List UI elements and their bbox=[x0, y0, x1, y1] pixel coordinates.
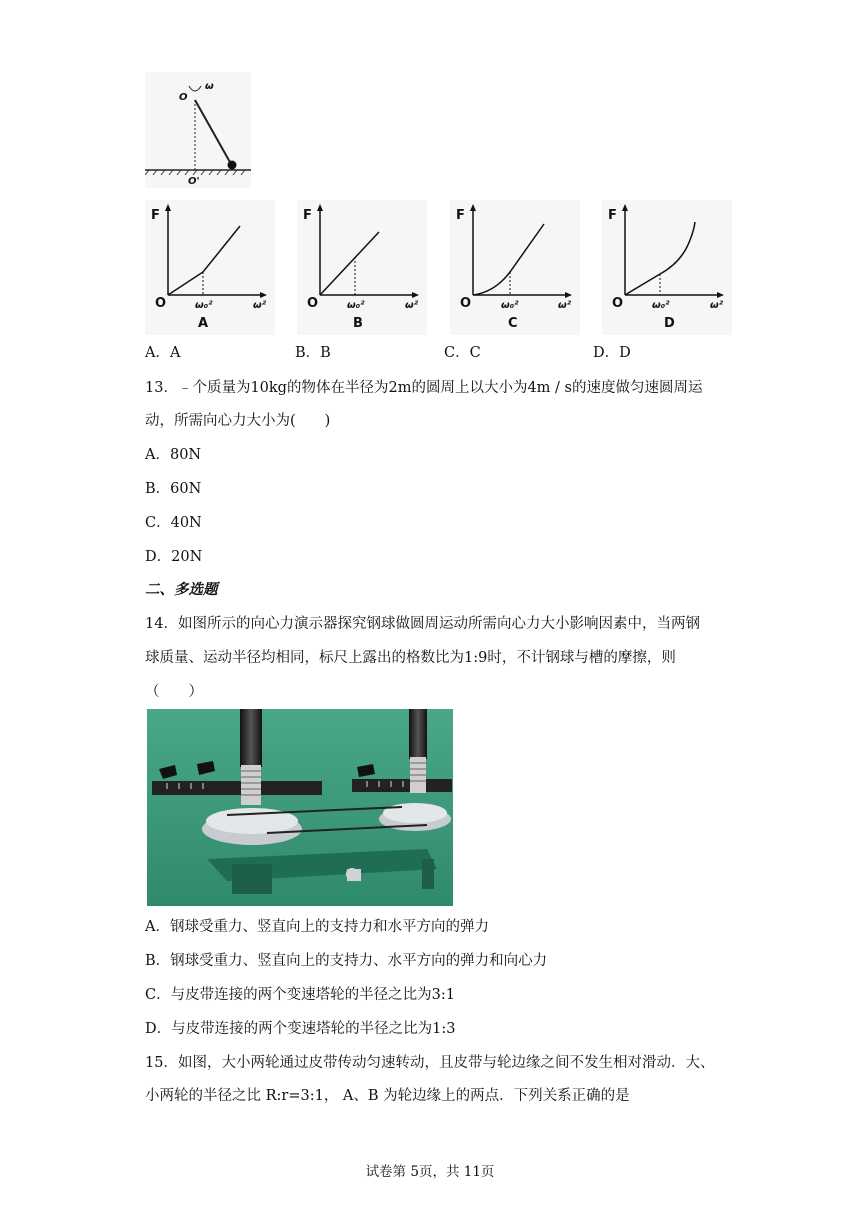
omega-label: ω bbox=[205, 81, 214, 92]
o-prime-label: O' bbox=[188, 176, 200, 187]
pivot-o-label: O bbox=[179, 92, 188, 103]
section-heading-multiple-choice: 二、多选题 bbox=[145, 581, 218, 598]
graph-d-x-label: ω² bbox=[710, 300, 724, 311]
graph-b-axes bbox=[297, 200, 427, 335]
graph-b-y-label: F bbox=[303, 208, 312, 223]
q12-option-b[interactable]: B．B bbox=[295, 345, 331, 361]
graph-a-letter: A bbox=[198, 316, 209, 331]
graph-d-y-label: F bbox=[608, 208, 617, 223]
graph-d-mark: ω₀² bbox=[652, 300, 670, 311]
graph-b bbox=[297, 200, 427, 335]
q14-option-a[interactable]: A．钢球受重力、竖直向上的支持力和水平方向的弹力 bbox=[145, 919, 489, 935]
graph-d-axes bbox=[602, 200, 732, 335]
page-footer: 试卷第 5页，共 11页 bbox=[365, 1164, 495, 1180]
q14-option-d[interactable]: D．与皮带连接的两个变速塔轮的半径之比为1:3 bbox=[145, 1021, 456, 1037]
graph-c-letter: C bbox=[508, 316, 518, 331]
graph-c-origin: O bbox=[460, 296, 472, 311]
graph-c-mark: ω₀² bbox=[501, 300, 519, 311]
graph-d-origin: O bbox=[612, 296, 624, 311]
graph-a bbox=[145, 200, 275, 335]
graph-b-origin: O bbox=[307, 296, 319, 311]
q13-option-b[interactable]: B．60N bbox=[145, 481, 202, 497]
q14-text-line2: 球质量、运动半径均相同，标尺上露出的格数比为1:9时，不计钢球与槽的摩擦，则 bbox=[145, 650, 676, 666]
q12-option-c[interactable]: C．C bbox=[444, 345, 481, 361]
q14-option-b[interactable]: B．钢球受重力、竖直向上的支持力、水平方向的弹力和向心力 bbox=[145, 953, 548, 969]
q13-option-d[interactable]: D．20N bbox=[145, 549, 203, 565]
graph-c-x-label: ω² bbox=[558, 300, 572, 311]
q12-option-d[interactable]: D．D bbox=[593, 345, 631, 361]
graph-a-origin: O bbox=[155, 296, 167, 311]
apparatus-illustration bbox=[147, 709, 453, 906]
q15-text-line2: 小两轮的半径之比 R:r=3:1， A、B 为轮边缘上的两点．下列关系正确的是 bbox=[145, 1088, 630, 1104]
q14-text-line1: 14．如图所示的向心力演示器探究钢球做圆周运动所需向心力大小影响因素中，当两钢 bbox=[145, 616, 700, 632]
q13-option-a[interactable]: A．80N bbox=[145, 447, 202, 463]
graph-b-mark: ω₀² bbox=[347, 300, 365, 311]
graph-a-x-label: ω² bbox=[253, 300, 267, 311]
q13-text-line1: 13．﹣个质量为10kg的物体在半径为2m的圆周上以大小为4m / s的速度做匀速圆周运 bbox=[145, 380, 703, 396]
centripetal-apparatus-photo bbox=[147, 709, 453, 906]
graph-a-mark: ω₀² bbox=[195, 300, 213, 311]
graph-b-letter: B bbox=[353, 316, 363, 331]
graph-c-axes bbox=[450, 200, 580, 335]
graph-d bbox=[602, 200, 732, 335]
pendulum-diagram bbox=[145, 72, 251, 188]
graph-c bbox=[450, 200, 580, 335]
q15-text-line1: 15．如图，大小两轮通过皮带传动匀速转动，且皮带与轮边缘之间不发生相对滑动．大、 bbox=[145, 1055, 715, 1071]
q14-text-line3: （ ） bbox=[145, 684, 203, 700]
q12-option-a[interactable]: A．A bbox=[145, 345, 181, 361]
pendulum-figure bbox=[145, 72, 251, 188]
graph-c-y-label: F bbox=[456, 208, 465, 223]
q13-option-c[interactable]: C．40N bbox=[145, 515, 202, 531]
graph-a-y-label: F bbox=[151, 208, 160, 223]
q14-option-c[interactable]: C．与皮带连接的两个变速塔轮的半径之比为3:1 bbox=[145, 987, 455, 1003]
graph-d-letter: D bbox=[664, 316, 675, 331]
q13-text-line2: 动，所需向心力大小为( ) bbox=[145, 413, 331, 429]
graph-b-x-label: ω² bbox=[405, 300, 419, 311]
graph-a-axes bbox=[145, 200, 275, 335]
